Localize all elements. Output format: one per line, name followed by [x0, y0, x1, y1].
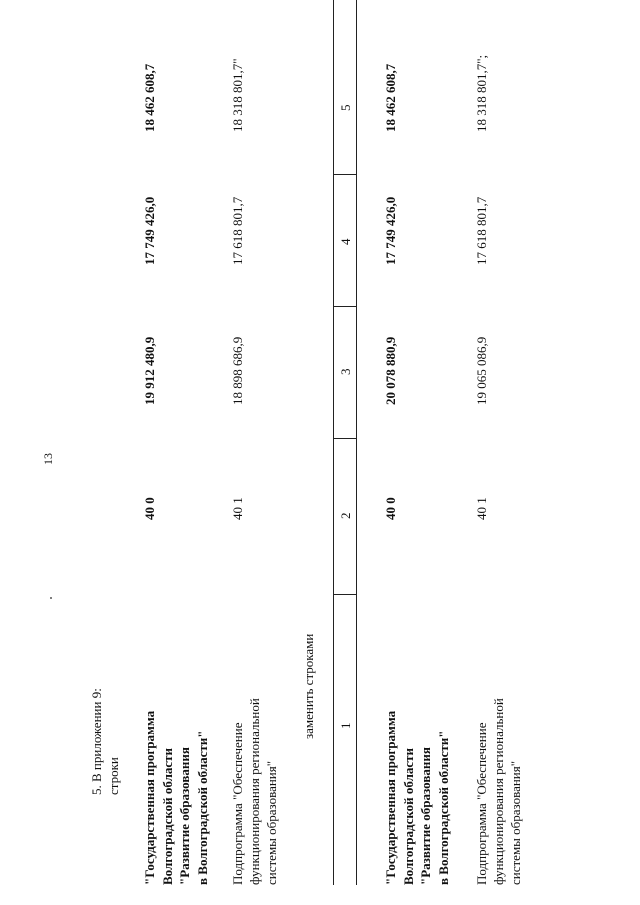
new-row-1-value-2: 17 749 426,0 — [383, 196, 398, 265]
new-row-2-name-line-1: Подпрограмма "Обеспечение — [474, 722, 489, 885]
new-row-1-name-line-1: "Государственная программа — [383, 710, 398, 885]
old-row-1-name-line-3: "Развитие образования — [177, 747, 192, 885]
old-row-2-name-line-2: функционирования региональной — [247, 698, 262, 885]
header-col-5: 5 — [338, 104, 353, 111]
old-row-1-value-2: 17 749 426,0 — [142, 196, 157, 265]
old-row-1-value-3: 18 462 608,7 — [142, 63, 157, 132]
new-row-2-value-1: 19 065 086,9 — [474, 336, 489, 405]
new-row-2-value-2: 17 618 801,7 — [474, 196, 489, 265]
old-row-2-name-line-1: Подпрограмма "Обеспечение — [230, 722, 245, 885]
header-col-4: 4 — [338, 238, 353, 245]
header-divider-2 — [333, 438, 357, 439]
old-row-2-value-1: 18 898 686,9 — [230, 336, 245, 405]
header-col-1: 1 — [338, 722, 353, 729]
new-row-1-name-line-2: Волгоградской области — [401, 747, 416, 885]
old-row-2-name-line-3: системы образования" — [264, 760, 279, 885]
old-row-1-code: 40 0 — [142, 497, 157, 520]
header-divider-3 — [333, 306, 357, 307]
replace-label: заменить строками — [301, 633, 316, 739]
new-row-1-code: 40 0 — [383, 497, 398, 520]
header-bottom-border — [356, 0, 357, 885]
intro-line-1: 5. В приложении 9: — [89, 688, 104, 795]
old-row-1-name-line-4: в Волгоградской области" — [195, 730, 210, 885]
new-row-2-value-3: 18 318 801,7"; — [474, 54, 489, 132]
header-divider-1 — [333, 594, 357, 595]
header-col-3: 3 — [338, 368, 353, 375]
new-row-1-name-line-3: "Развитие образования — [418, 747, 433, 885]
old-row-2-value-3: 18 318 801,7" — [230, 58, 245, 132]
old-row-2-value-2: 17 618 801,7 — [230, 196, 245, 265]
intro-line-2: строки — [106, 757, 121, 795]
new-row-2-name-line-3: системы образования" — [508, 760, 523, 885]
header-top-border — [333, 0, 334, 885]
old-row-1-name-line-2: Волгоградской области — [160, 747, 175, 885]
header-col-2: 2 — [338, 512, 353, 519]
old-row-1-value-1: 19 912 480,9 — [142, 336, 157, 405]
new-row-1-value-3: 18 462 608,7 — [383, 63, 398, 132]
scan-speck — [50, 597, 52, 599]
new-row-1-name-line-4: в Волгоградской области" — [436, 730, 451, 885]
old-row-1-name-line-1: "Государственная программа — [142, 710, 157, 885]
new-row-1-value-1: 20 078 880,9 — [383, 336, 398, 405]
page-number: 13 — [41, 453, 55, 465]
new-row-2-name-line-2: функционирования региональной — [491, 698, 506, 885]
old-row-2-code: 40 1 — [230, 497, 245, 520]
new-row-2-code: 40 1 — [474, 497, 489, 520]
header-divider-4 — [333, 174, 357, 175]
